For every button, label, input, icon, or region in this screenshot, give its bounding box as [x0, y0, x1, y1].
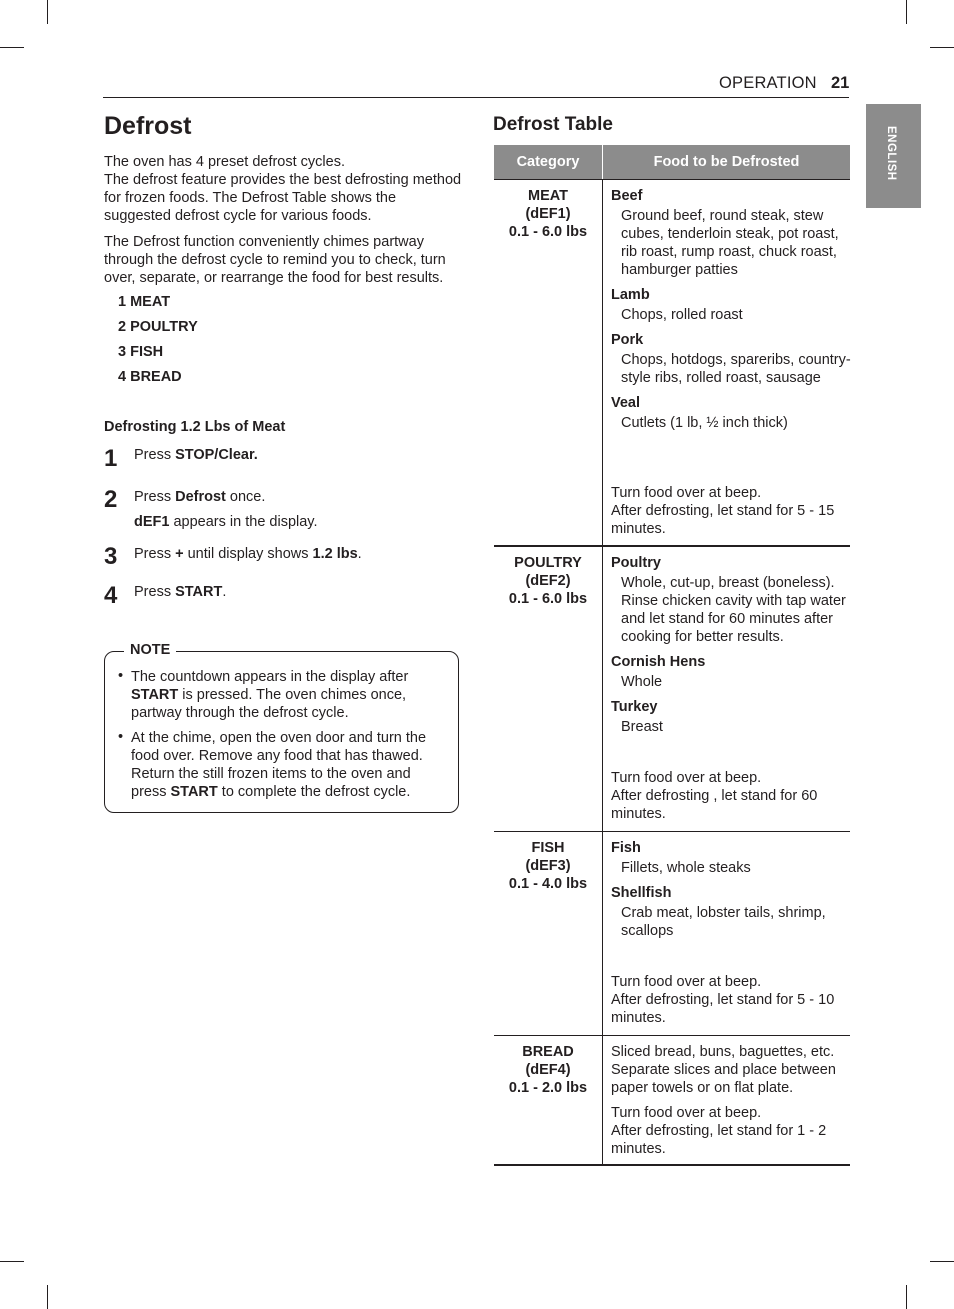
food-name: Lamb [611, 287, 650, 303]
defrost-instruction: Turn food over at beep. After defrosting, let stand for 1 - 2 minutes. [611, 1105, 827, 1157]
page-number: 21 [831, 74, 850, 92]
crop-mark [930, 1261, 954, 1262]
table-divider [494, 545, 850, 547]
intro-paragraph-2: The defrost feature provides the best defrosting method for frozen foods. The Defrost Table shows the suggested defrost cycle for various foods. [104, 172, 462, 224]
table-title: Defrost Table [493, 114, 614, 135]
food-name: Veal [611, 395, 641, 411]
food-list [611, 839, 851, 940]
food-name: Turkey [611, 699, 658, 715]
crop-mark [47, 1285, 48, 1309]
note-title: NOTE [124, 642, 176, 658]
language-tab-label: ENGLISH [885, 126, 897, 181]
crop-mark [0, 1261, 24, 1262]
food-name: Shellfish [611, 885, 672, 901]
step-number: 4 [104, 582, 118, 609]
food-desc: Chops, hotdogs, spareribs, country-style ribs, rolled roast, sausage [621, 352, 851, 386]
food-desc: Breast [621, 719, 663, 735]
food-desc: Chops, rolled roast [621, 307, 743, 323]
food-list [611, 187, 851, 432]
step-text: Press + until display shows 1.2 lbs. [134, 546, 362, 562]
header-divider [103, 97, 849, 98]
step-number: 3 [104, 543, 118, 570]
table-column-divider [602, 180, 603, 1165]
table-divider [494, 1164, 850, 1166]
page-title: Defrost [104, 112, 192, 140]
step-text-detail: dEF1 appears in the display. [134, 514, 318, 530]
defrost-instruction: Turn food over at beep. After defrosting, let stand for 5 - 15 minutes. [611, 485, 835, 537]
language-tab [866, 104, 921, 208]
food-name: Cornish Hens [611, 654, 706, 670]
category-cell: MEAT (dEF1) 0.1 - 6.0 lbs [508, 188, 588, 240]
crop-mark [0, 47, 24, 48]
bullet-icon: • [118, 668, 124, 684]
food-desc: Sliced bread, buns, baguettes, etc. Separate slices and place between paper towels or on flat plate. [611, 1044, 836, 1096]
step-text: Press Defrost once. [134, 489, 266, 505]
preset-item: 1 MEAT [118, 294, 171, 310]
category-cell: FISH (dEF3) 0.1 - 4.0 lbs [508, 840, 588, 892]
table-divider [494, 179, 850, 180]
step-number: 2 [104, 486, 118, 513]
crop-mark [930, 47, 954, 48]
food-desc: Whole, cut-up, breast (boneless). Rinse chicken cavity with tap water and let stand for 60 minutes after cooking for better results. [621, 575, 846, 645]
food-list [611, 554, 851, 736]
food-name: Pork [611, 332, 644, 348]
food-desc: Whole [621, 674, 663, 690]
food-desc: Crab meat, lobster tails, shrimp, scallops [621, 905, 826, 939]
step-text: Press START. [134, 584, 227, 600]
food-name: Beef [611, 188, 643, 204]
preset-item: 2 POULTRY [118, 319, 198, 335]
note-item: At the chime, open the oven door and turn the food over. Remove any food that has thawed. Return the still frozen items to the oven and press START to complete the defrost cycle. [131, 730, 427, 800]
crop-mark [47, 0, 48, 24]
category-cell: POULTRY (dEF2) 0.1 - 6.0 lbs [508, 555, 588, 607]
food-desc: Ground beef, round steak, stew cubes, tenderloin steak, pot roast, rib roast, rump roast, chuck roast, hamburger patties [621, 208, 839, 278]
crop-mark [906, 1285, 907, 1309]
step-number: 1 [104, 445, 118, 472]
food-desc: Fillets, whole steaks [621, 860, 751, 876]
preset-item: 4 BREAD [118, 369, 182, 385]
crop-mark [906, 0, 907, 24]
food-name: Fish [611, 840, 641, 856]
intro-paragraph-3: The Defrost function conveniently chimes partway through the defrost cycle to remind you to check, turn over, separate, or rearrange the food for best results. [104, 234, 446, 286]
table-divider [494, 831, 850, 832]
category-cell: BREAD (dEF4) 0.1 - 2.0 lbs [508, 1044, 588, 1096]
table-header-food: Food to be Defrosted [603, 145, 850, 179]
food-desc: Cutlets (1 lb, ½ inch thick) [621, 415, 788, 431]
food-name: Poultry [611, 555, 661, 571]
defrost-instruction: Turn food over at beep. After defrosting , let stand for 60 minutes. [611, 770, 818, 822]
defrost-instruction: Turn food over at beep. After defrosting, let stand for 5 - 10 minutes. [611, 974, 835, 1026]
intro-paragraph-1: The oven has 4 preset defrost cycles. [104, 154, 345, 170]
step-text: Press STOP/Clear. [134, 447, 258, 463]
preset-item: 3 FISH [118, 344, 164, 360]
example-heading: Defrosting 1.2 Lbs of Meat [104, 419, 286, 435]
bullet-icon: • [118, 729, 124, 745]
section-title: OPERATION [719, 74, 817, 92]
table-divider [494, 1035, 850, 1036]
table-header-category: Category [494, 145, 602, 179]
note-item: The countdown appears in the display after START is pressed. The oven chimes once, partway through the defrost cycle. [131, 669, 409, 721]
